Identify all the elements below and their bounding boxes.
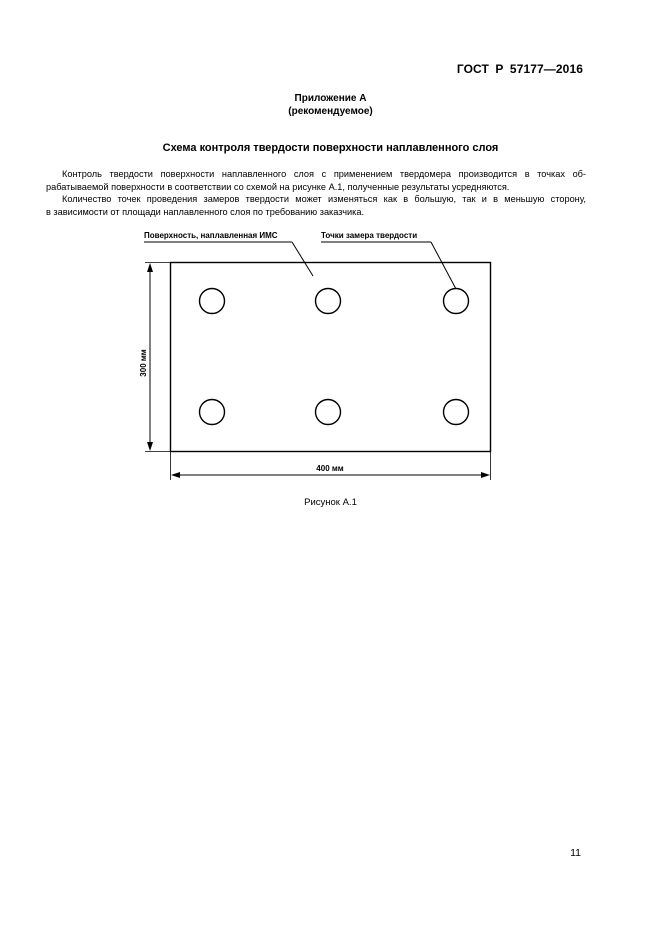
appendix-status: (рекомендуемое)	[288, 106, 373, 117]
measurement-point	[316, 289, 341, 314]
dim-v-arrow-bottom	[147, 442, 153, 451]
callout-surface-label: Поверхность, наплавленная ИМС	[144, 231, 278, 240]
paragraph-2-line-2: в зависимости от площади наплавленного слоя по требованию заказчика.	[46, 206, 364, 217]
paragraph-1-line-1: Контроль твердости поверхности наплавленного слоя с применением твердомера производится в точках об-	[62, 169, 586, 179]
measurement-point	[200, 400, 225, 425]
paragraph-1-line-2: рабатываемой поверхности в соответствии со схемой на рисунке А.1, полученные результаты усредняются.	[46, 181, 510, 192]
page-number: 11	[570, 847, 581, 859]
callout-points-label: Точки замера твердости	[321, 231, 418, 240]
measurement-point	[200, 289, 225, 314]
leader-line-points	[431, 242, 456, 289]
measurement-point	[444, 289, 469, 314]
dim-height-label: 300 мм	[139, 349, 148, 377]
section-title: Схема контроля твердости поверхности наплавленного слоя	[162, 142, 499, 154]
figure-caption: Рисунок А.1	[304, 497, 357, 508]
dim-v-arrow-top	[147, 263, 153, 272]
paragraph-2-line-1: Количество точек проведения замеров твердости может изменяться как в большую, так и в меньшую сторону,	[62, 194, 586, 204]
appendix-title: Приложение А	[294, 93, 367, 104]
document-code: ГОСТ Р 57177—2016	[456, 62, 583, 76]
measurement-point	[316, 400, 341, 425]
leader-line-surface	[292, 242, 313, 276]
dim-h-arrow-right	[481, 472, 490, 478]
measurement-point	[444, 400, 469, 425]
dim-width-label: 400 мм	[316, 464, 344, 473]
dim-h-arrow-left	[171, 472, 180, 478]
